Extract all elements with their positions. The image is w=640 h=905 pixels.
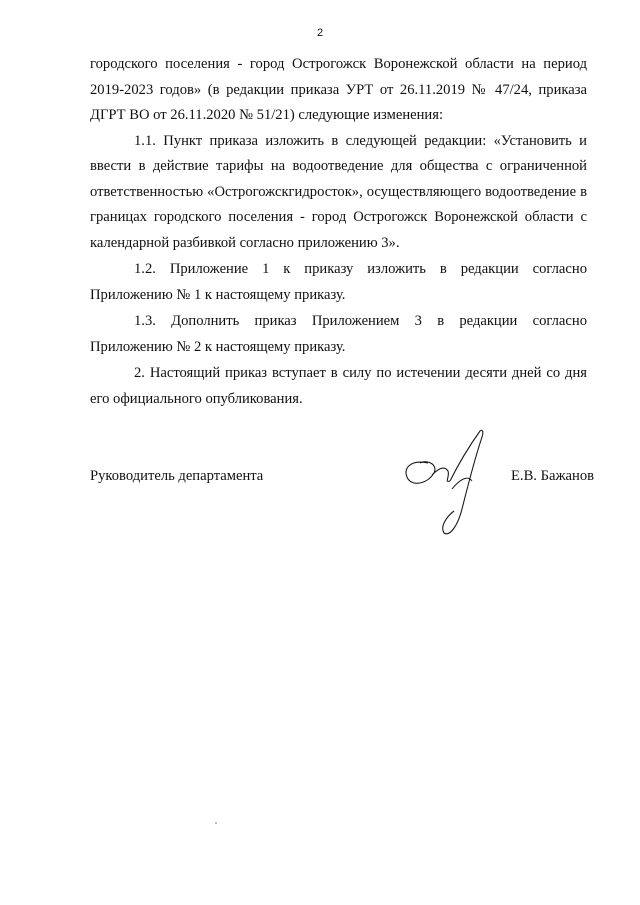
item-1-1-paragraph: 1.1. Пункт приказа изложить в следующей редакции: «Установить и ввести в действие тарифы на водоотведение для общества с ограниченной ответственностью «Острогожскгидросток», осуществляющего водоотведение в границах городского поселения - город Острогожск Воронежской области с календарной разбивкой согласно приложению 3». bbox=[90, 132, 587, 251]
document-body bbox=[90, 52, 587, 412]
continuation-paragraph: городского поселения - город Острогожск Воронежской области на период 2019-2023 годов» (в редакции приказа УРТ от 26.11.2019 № 47/24, приказа ДГРТ ВО от 26.11.2020 № 51/21) следующие изменения: bbox=[90, 56, 587, 123]
item-2-paragraph: 2. Настоящий приказ вступает в силу по истечении десяти дней со дня его официального опубликования. bbox=[90, 365, 587, 407]
item-1-3-paragraph: 1.3. Дополнить приказ Приложением 3 в редакции согласно Приложению № 2 к настоящему приказу. bbox=[90, 313, 587, 355]
signer-name: Е.В. Бажанов bbox=[511, 468, 595, 484]
scan-speck bbox=[215, 822, 217, 824]
handwritten-signature bbox=[398, 425, 498, 545]
signer-title: Руководитель департамента bbox=[90, 468, 264, 484]
item-1-2-paragraph: 1.2. Приложение 1 к приказу изложить в редакции согласно Приложению № 1 к настоящему приказу. bbox=[90, 261, 587, 303]
page-number: 2 bbox=[316, 27, 324, 39]
